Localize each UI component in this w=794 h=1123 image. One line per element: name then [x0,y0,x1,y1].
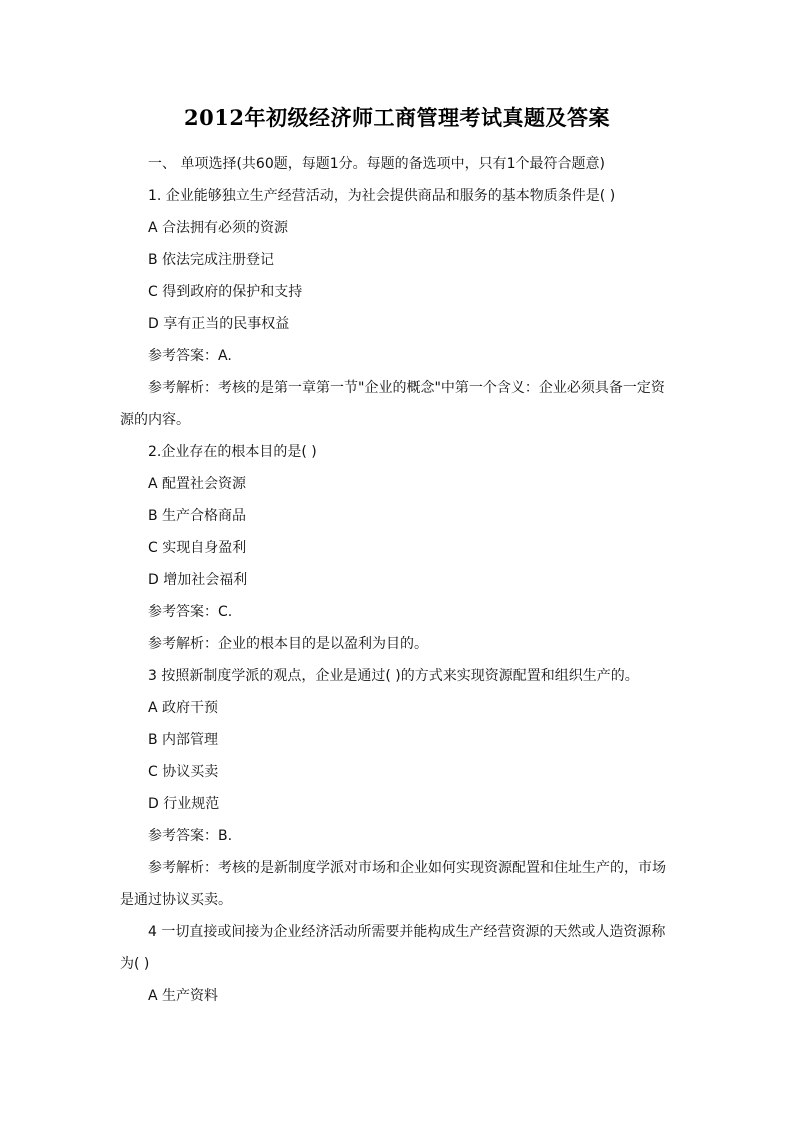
question-3 [120,660,674,916]
analysis-continued: 是通过协议买卖。 [120,892,232,908]
document-title: 2012年初级经济师工商管理考试真题及答案 [184,105,610,130]
option-c: C 得到政府的保护和支持 [148,284,303,300]
document-body [120,148,674,1012]
answer: 参考答案：A. [148,348,232,364]
question-stem: 2.企业存在的根本目的是( ) [148,444,317,460]
answer: 参考答案：C. [148,604,233,620]
option-a: A 生产资料 [148,988,219,1004]
option-b: B 依法完成注册登记 [148,252,275,268]
option-a: A 合法拥有必须的资源 [148,220,289,236]
option-d: D 享有正当的民事权益 [148,316,290,332]
analysis: 参考解析：企业的根本目的是以盈利为目的。 [148,636,428,652]
option-b: B 内部管理 [148,732,219,748]
analysis: 参考解析：考核的是新制度学派对市场和企业如何实现资源配置和住址生产的，市场 [148,860,666,876]
answer: 参考答案：B. [148,828,233,844]
analysis-continued: 源的内容。 [120,412,190,428]
option-d: D 增加社会福利 [148,572,248,588]
question-stem: 4 一切直接或间接为企业经济活动所需要并能构成生产经营资源的天然或人造资源称 [148,924,666,940]
option-d: D 行业规范 [148,796,220,812]
option-b: B 生产合格商品 [148,508,247,524]
question-2 [120,436,674,660]
option-c: C 实现自身盈利 [148,540,247,556]
option-c: C 协议买卖 [148,764,219,780]
section-heading: 一、 单项选择(共60题，每题1分。每题的备选项中，只有1个最符合题意) [148,156,606,172]
question-4 [120,916,674,1012]
analysis: 参考解析：考核的是第一章第一节"企业的概念"中第一个含义：企业必须具备一定资 [148,380,665,396]
option-a: A 政府干预 [148,700,219,716]
option-a: A 配置社会资源 [148,476,247,492]
question-stem: 3 按照新制度学派的观点，企业是通过( )的方式来实现资源配置和组织生产的。 [148,668,639,684]
question-stem: 1. 企业能够独立生产经营活动，为社会提供商品和服务的基本物质条件是( ) [148,188,616,204]
question-stem-continued: 为( ) [120,956,150,972]
question-1 [120,180,674,436]
